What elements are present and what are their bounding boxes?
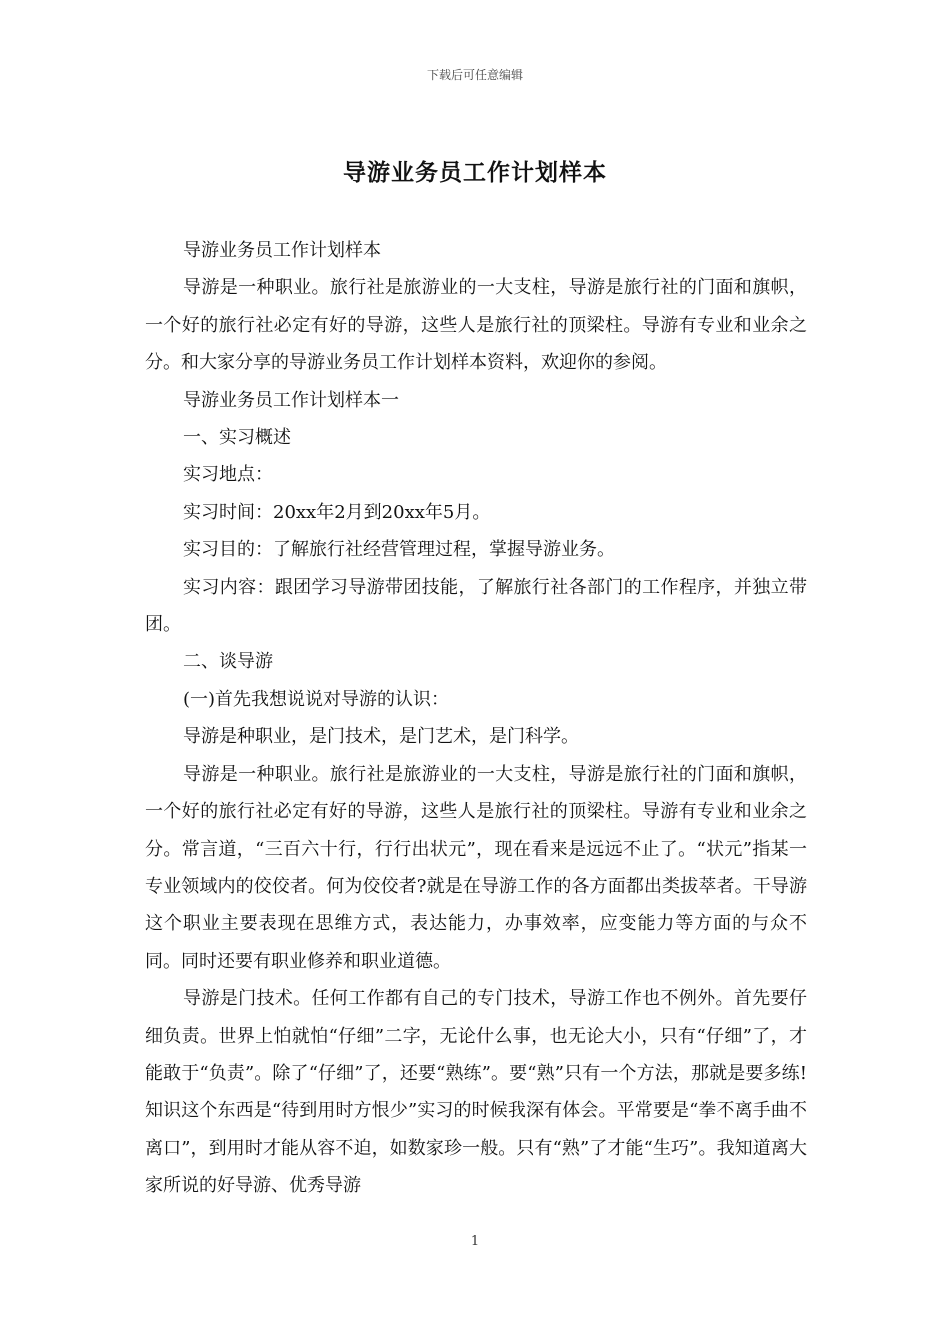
paragraph-intro: 导游是一种职业。旅行社是旅游业的一大支柱，导游是旅行社的门面和旗帜，一个好的旅行社必定有好的导游，这些人是旅行社的顶梁柱。导游有专业和业余之分。和大家分享的导游业务员工作计划样本资料，欢迎你的参阅。 (145, 277, 807, 374)
paragraph-subtitle: 导游业务员工作计划样本 (183, 240, 381, 261)
header-note: 下载后可任意编辑 (426, 68, 523, 82)
paragraph-profession: 导游是一种职业。旅行社是旅游业的一大支柱，导游是旅行社的门面和旗帜，一个好的旅行社必定有好的导游，这些人是旅行社的顶梁柱。导游有专业和业余之分。常言道，“三百六十行，行行出状元”，现在看来是远远不止了。“状元”指某一专业领域内的佼佼者。何为佼佼者?就是在导游工作的各方面都出类拔萃者。干导游这个职业主要表现在思维方式，表达能力，办事效率，应变能力等方面的与众不同。同时还要有职业修养和职业道德。 (145, 763, 807, 972)
paragraph-definition: 导游是种职业，是门技术，是门艺术，是门科学。 (183, 726, 579, 748)
paragraph-technique: 导游是门技术。任何工作都有自己的专门技术，导游工作也不例外。首先要仔细负责。世界上怕就怕“仔细”二字，无论什么事，也无论大小，只有“仔细”了，才能敢于“负责”。除了“仔细”了，还要“熟练”。要“熟”只有一个方法，那就是要多练!知识这个东西是“待到用时方恨少”实习的时候我深有体会。平常要是“拳不离手曲不离口”，到用时才能从容不迫，如数家珍一般。只有“熟”了才能“生巧”。我知道离大家所说的好导游、优秀导游 (145, 988, 807, 1197)
paragraph-section-one: 一、实习概述 (183, 427, 291, 449)
paragraph-purpose: 实习目的：了解旅行社经营管理过程，掌握导游业务。 (183, 539, 615, 561)
paragraph-content: 实习内容：跟团学习导游带团技能，了解旅行社各部门的工作程序，并独立带团。 (145, 576, 807, 636)
page-number: 1 (470, 1234, 480, 1249)
paragraph-time: 实习时间：20xx年2月到20xx年5月。 (183, 501, 491, 523)
document-title: 导游业务员工作计划样本 (343, 159, 607, 186)
paragraph-location: 实习地点： (183, 464, 273, 486)
paragraph-section-two: 二、谈导游 (183, 651, 273, 673)
document-body (145, 232, 807, 1205)
paragraph-subsection-one: (一)首先我想说说对导游的认识： (183, 688, 450, 710)
paragraph-sample-one: 导游业务员工作计划样本一 (183, 389, 399, 411)
